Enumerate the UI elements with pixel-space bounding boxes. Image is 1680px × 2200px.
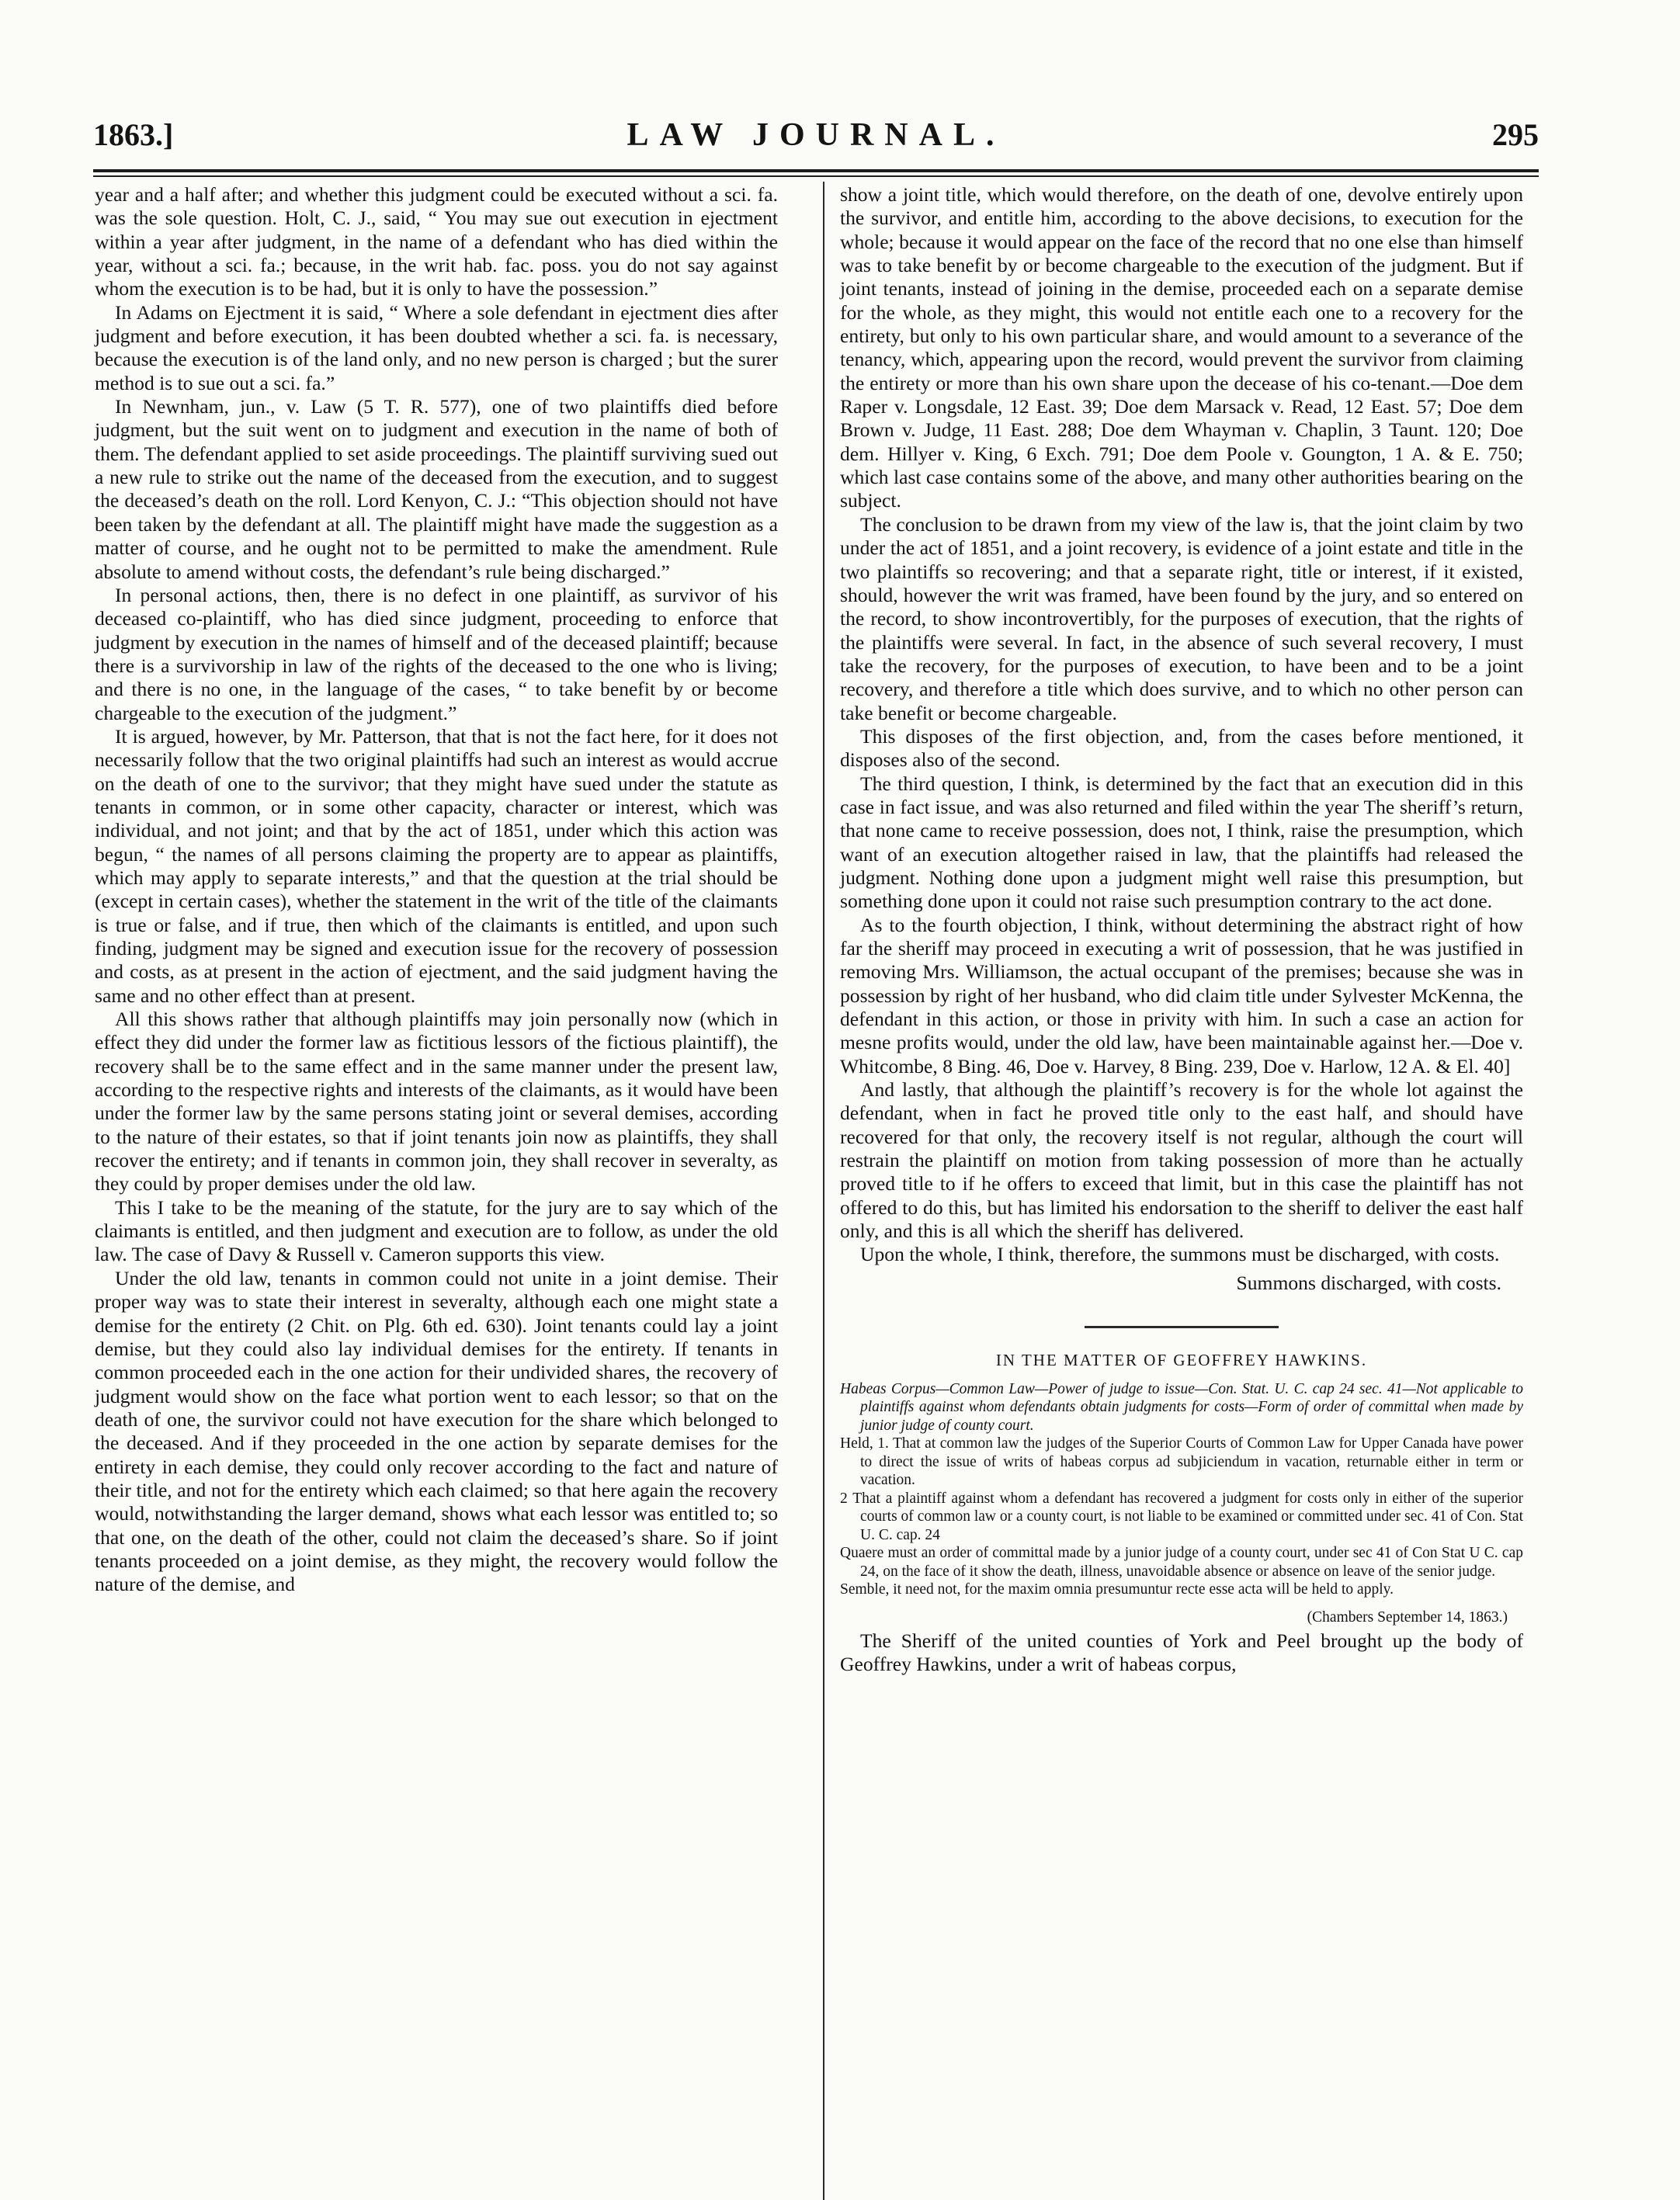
paragraph: The Sheriff of the united counties of York and Peel brought up the body of Geoffrey Hawkins, under a writ of habeas corpus, [840, 1629, 1523, 1676]
paragraph: In Newnham, jun., v. Law (5 T. R. 577), one of two plaintiffs died before judgment, but the suit went on to judgment and execution in the name of both of them. The defendant applied to set aside proceedings. The plaintiff surviving sued out a new rule to strike out the name of the deceased from the execution, and to suggest the deceased’s death on the roll. Lord Kenyon, C. J.: “This objection should not have been taken by the defendant at all. The plaintiff might have made the suggestion as a matter of course, and he ought not to be permitted to make the amendment. Rule absolute to amend without costs, the defendant’s rule being discharged.” [95, 395, 778, 583]
left-column [95, 183, 778, 1597]
journal-title: LAW JOURNAL. [627, 117, 1005, 153]
held-1: Held, 1. That at common law the judges of the Superior Courts of Common Law for Upper Canada have power to direct the issue of writs of habeas corpus ad subjiciendum in vacation, returnable either in term or vacation. [840, 1435, 1523, 1488]
header-rule-thick [93, 169, 1539, 172]
column-divider [823, 182, 824, 2200]
quaere: Quaere must an order of committal made by a junior judge of a county court, under sec 41 of Con Stat U C. cap 24, on the face of it show the death, illness, unavoidable absence or absence on leave of the senior judge. [840, 1545, 1523, 1580]
paragraph: Under the old law, tenants in common could not unite in a joint demise. Their proper way was to state their interest in severalty, although each one might state a demise for the entirety (2 Chit. on Plg. 6th ed. 630). Joint tenants could lay a joint demise, but they could also lay individual demises for the entirety. If tenants in common proceeded each in the one action for their undivided shares, the recovery of judgment would show on the face what portion went to each lessor; so that on the death of one, the survivor could not have execution for the share which belonged to the deceased. And if they proceeded in the one action by separate demises for the entirety in each demise, they could only recover according to the fact and nature of their title, and not for the entirety which each claimed; so that here again the recovery would, notwithstanding the larger demand, shows what each lessor was entitled to; so that one, on the death of the other, could not claim the deceased’s share. So if joint tenants proceeded on a joint demise, as they might, the recovery would follow the nature of the demise, and [95, 1266, 778, 1596]
page-number: 295 [1492, 117, 1539, 152]
semble: Semble, it need not, for the maxim omnia presumuntur recte esse acta will be held to apply. [840, 1581, 1394, 1598]
running-header [93, 116, 1539, 163]
paragraph: As to the fourth objection, I think, without determining the abstract right of how far the sheriff may proceed in executing a writ of possession, that he was justified in removing Mrs. Williamson, the actual occupant of the premises; because she was in possession by right of her husband, who did claim title under Sylvester McKenna, the defendant in this action, or those in privity with him. In such a case an action for mesne profits would, under the old law, have been maintainable against her.—Doe v. Whitcombe, 8 Bing. 46, Doe v. Harvey, 8 Bing. 239, Doe v. Harlow, 12 A. & El. 40] [840, 913, 1523, 1077]
chambers-date: (Chambers September 14, 1863.) [1307, 1608, 1508, 1626]
paragraph: The third question, I think, is determined by the fact that an execution did in this case in fact issue, and was also returned and filed within the year The sheriff’s return, that none came to receive possession, does not, I think, raise the presumption, which want of an execution altogether raised in law, that the plaintiffs had released the judgment. Nothing done upon a judgment might well raise this presumption, but something done upon it could not raise such presumption contrary to the act done. [840, 772, 1523, 913]
headnote: Habeas Corpus—Common Law—Power of judge to issue—Con. Stat. U. C. cap 24 sec. 41—Not applicable to plaintiffs against whom defendants obtain judgments for costs—Form of order of committal when made by junior judge of county court. [840, 1380, 1523, 1434]
paragraph: show a joint title, which would therefore, on the death of one, devolve entirely upon the survivor, and entitle him, according to the above decisions, to execution for the whole; because it would appear on the face of the record that no one else than himself was to take benefit by or become chargeable to the execution of the judgment. But if joint tenants, instead of joining in the demise, proceeded each on a separate demise for the whole, as they might, this would not entitle each one to a recovery for the entirety, but only to his own particular share, and would amount to a severance of the tenancy, which, appearing upon the record, would prevent the survivor from claiming the entirety or more than his own share upon the decease of his co-tenant.—Doe dem Raper v. Longsdale, 12 East. 39; Doe dem Marsack v. Read, 12 East. 57; Doe dem Brown v. Judge, 11 East. 288; Doe dem Whayman v. Chaplin, 3 Taunt. 120; Doe dem. Hillyer v. King, 6 Exch. 791; Doe dem Poole v. Goungton, 1 A. & E. 750; which last case contains some of the above, and many other authorities bearing on the subject. [840, 183, 1523, 512]
paragraph: In personal actions, then, there is no defect in one plaintiff, as survivor of his deceased co-plaintiff, who has died since judgment, proceeding to enforce that judgment by execution in the names of himself and of the deceased plaintiff; because there is a survivorship in law of the rights of the deceased to the one who is living; and there is no one, in the language of the cases, “ to take benefit by or become chargeable to the execution of the judgment.” [95, 583, 778, 724]
headnote-block [840, 1380, 1523, 1627]
order-signoff: Summons discharged, with costs. [1236, 1271, 1501, 1294]
paragraph: This I take to be the meaning of the statute, for the jury are to say which of the claimants is entitled, and then judgment and execution are to follow, as under the old law. The case of Davy & Russell v. Cameron supports this view. [95, 1195, 778, 1266]
paragraph: Upon the whole, I think, therefore, the summons must be discharged, with costs. [860, 1243, 1500, 1266]
paragraph: The conclusion to be drawn from my view of the law is, that the joint claim by two under the act of 1851, and a joint recovery, is evidence of a joint estate and title in the two plaintiffs so recovering; and that a separate right, title or interest, if it existed, should, however the writ was framed, have been found by the jury, and so entered on the record, to show incontrovertibly, for the purposes of execution, that the rights of the plaintiffs were several. In fact, in the absence of such several recovery, I must take the recovery, for the purposes of execution, to have been and to be a joint recovery, and therefore a title which does survive, and to which no other person can take benefit or become chargeable. [840, 512, 1523, 724]
paragraph: year and a half after; and whether this judgment could be executed without a sci. fa. was the sole question. Holt, C. J., said, “ You may sue out execution in ejectment within a year after judgment, in the name of a defendant who has died within the year, without a sci. fa.; because, in the writ hab. fac. poss. you do not say against whom the execution is to be had, but it is only to have the possession.” [95, 183, 778, 300]
section-rule [1085, 1326, 1279, 1328]
case-heading: IN THE MATTER OF GEOFFREY HAWKINS. [995, 1351, 1368, 1370]
paragraph: All this shows rather that although plaintiffs may join personally now (which in effect they did under the former law as fictitious lessors of the fictious plaintiff), the recovery shall be to the same effect and in the same manner under the present law, according to the respective rights and interests of the claimants, as it would have been under the former law by the same persons stating joint or several demises, according to the nature of their estates, so that if joint tenants join now as plaintiffs, they shall recover the entirety; and if tenants in common join, they shall recover in severalty, as they could by proper demises under the old law. [95, 1008, 778, 1195]
right-column [840, 183, 1523, 1677]
paragraph: In Adams on Ejectment it is said, “ Where a sole defendant in ejectment dies after judgment and before execution, it has been doubted whether a sci. fa. is necessary, because the execution is of the land only, and no new person is charged ; but the surer method is to sue out a sci. fa.” [95, 300, 778, 394]
paragraph: And lastly, that although the plaintiff’s recovery is for the whole lot against the defendant, when in fact he proved title only to the east half, and should have recovered for that only, the recovery itself is not regular, although the court will restrain the plaintiff on motion from taking possession of more than he actually proved title to if he offers to exceed that limit, but in this case the plaintiff has not offered to do this, but has limited his endorsation to the sheriff to deliver the east half only, and this is all which the sheriff has delivered. [840, 1078, 1523, 1243]
paragraph: This disposes of the first objection, and, from the cases before mentioned, it disposes also of the second. [840, 724, 1523, 772]
held-2: 2 That a plaintiff against whom a defendant has recovered a judgment for costs only in either of the superior courts of common law or a county court, is not liable to be examined or committed under sec. 41 of Con. Stat U. C. cap. 24 [840, 1490, 1523, 1543]
paragraph: It is argued, however, by Mr. Patterson, that that is not the fact here, for it does not necessarily follow that the two original plaintiffs had such an interest as would accrue on the death of one to the survivor; that they might have sued under the statute as tenants in common, or in some other capacity, character or interest, which was individual, and not joint; and that by the act of 1851, under which this action was begun, “ the names of all persons claiming the property are to appear as plaintiffs, which may apply to separate interests,” and that the question at the trial should be (except in certain cases), whether the statement in the writ of the title of the claimants is true or false, and if true, then which of the claimants is entitled, and upon such finding, judgment may be signed and execution issue for the recovery of possession and costs, as at present in the action of ejectment, and the said judgment having the same and no other effect than at present. [95, 724, 778, 1007]
header-year: 1863.] [93, 117, 174, 152]
header-rule-thin [93, 175, 1539, 177]
